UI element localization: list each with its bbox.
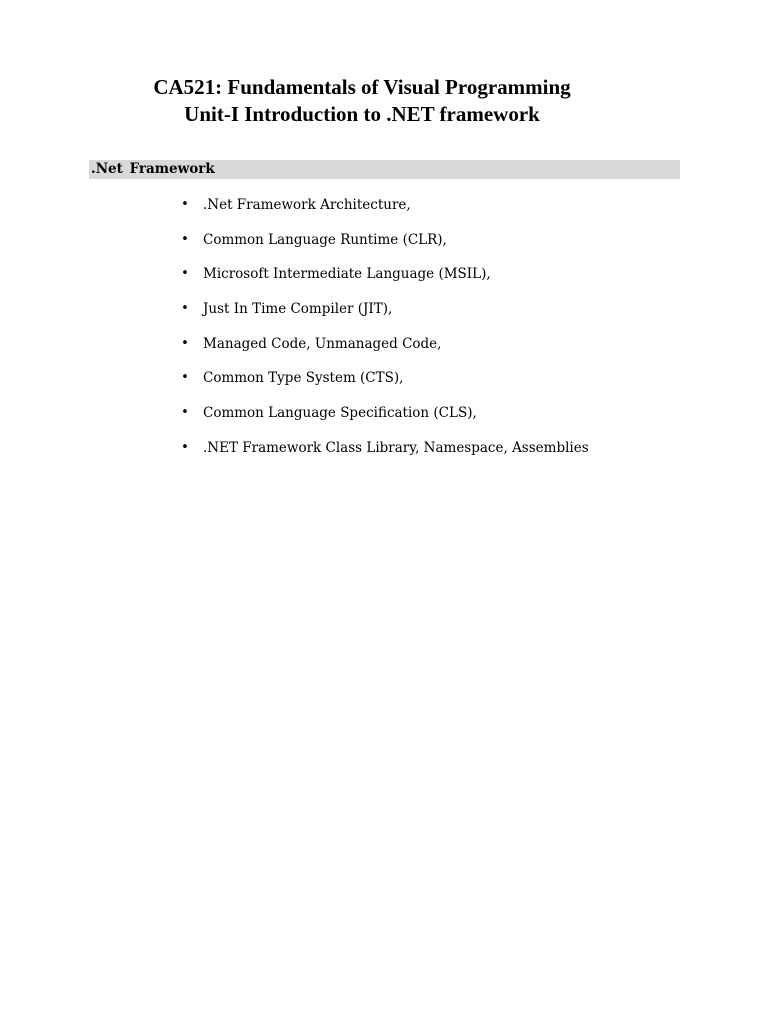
unit-title: Unit-I Introduction to .NET framework <box>184 102 540 126</box>
list-item <box>0 195 768 230</box>
topic-text: Microsoft Intermediate Language (MSIL), <box>203 266 491 283</box>
bullet-icon: • <box>181 301 189 317</box>
topic-list <box>0 195 768 473</box>
list-item <box>0 334 768 369</box>
list-item <box>0 264 768 299</box>
bullet-icon: • <box>181 231 189 247</box>
list-item <box>0 368 768 403</box>
section-heading: .Net Framework <box>91 161 215 177</box>
bullet-icon: • <box>181 266 189 282</box>
list-item <box>0 230 768 265</box>
topic-text: Common Language Runtime (CLR), <box>203 231 447 248</box>
topic-text: Common Type System (CTS), <box>203 370 404 387</box>
bullet-icon: • <box>181 405 189 421</box>
topic-text: Just In Time Compiler (JIT), <box>203 301 393 318</box>
topic-text: .Net Framework Architecture, <box>203 197 411 213</box>
list-item <box>0 403 768 438</box>
topic-text: Common Language Specification (CLS), <box>203 405 477 422</box>
bullet-icon: • <box>181 439 189 455</box>
section-heading-bar <box>89 160 680 179</box>
course-title: CA521: Fundamentals of Visual Programming <box>153 75 571 99</box>
topic-text: Managed Code, Unmanaged Code, <box>203 335 442 352</box>
list-item <box>0 299 768 334</box>
topic-text: .NET Framework Class Library, Namespace, Assemblies <box>203 439 589 456</box>
list-item <box>0 438 768 473</box>
bullet-icon: • <box>181 370 189 386</box>
bullet-icon: • <box>181 197 189 212</box>
bullet-icon: • <box>181 335 189 351</box>
document-title <box>0 74 724 128</box>
